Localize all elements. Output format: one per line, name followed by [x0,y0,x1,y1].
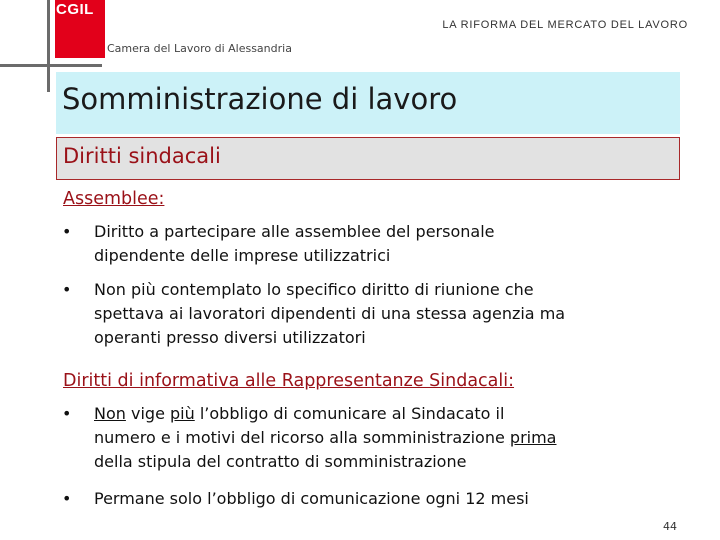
underlined-word: Non [94,404,126,423]
underlined-word: più [170,404,195,423]
section-heading-informativa: Diritti di informativa alle Rappresentanze Sindacali: [63,371,515,391]
section-heading-assemblee: Assemblee: [63,189,165,209]
bullet-icon: • [62,222,72,241]
bullet-line: operanti presso diversi utilizzatori [94,328,366,347]
header-vertical-rule [47,0,50,92]
text-run: l’obbligo di comunicare al Sindacato il [194,404,505,423]
bullet-line [94,402,682,426]
bullet-line: Non più contemplato lo specifico diritto di riunione che [94,280,534,299]
bullet-icon: • [62,404,72,423]
organization-name: Camera del Lavoro di Alessandria [107,42,292,55]
text-run: vige [125,404,170,423]
text-run: numero e i motivi del ricorso alla somministrazione [94,428,510,447]
header-horizontal-rule [0,64,102,67]
bullet-line: della stipula del contratto di somministrazione [94,452,467,471]
bullet-line: dipendente delle imprese utilizzatrici [94,246,391,265]
cgil-logo-text: CGIL [56,1,94,18]
presentation-title: LA RIFORMA DEL MERCATO DEL LAVORO [442,19,688,31]
underlined-word: prima [509,428,557,447]
bullet-assemblee-1 [62,220,682,268]
bullet-line: spettava ai lavoratori dipendenti di una stessa agenzia ma [94,304,566,323]
bullet-line [94,426,682,450]
slide-subtitle: Diritti sindacali [63,144,221,168]
bullet-informativa-2 [62,487,682,511]
bullet-line: Permane solo l’obbligo di comunicazione ogni 12 mesi [94,489,529,508]
bullet-icon: • [62,489,72,508]
bullet-assemblee-2 [62,278,682,350]
bullet-informativa-1 [62,402,682,474]
bullet-icon: • [62,280,72,299]
bullet-line: Diritto a partecipare alle assemblee del personale [94,222,495,241]
slide-title: Somministrazione di lavoro [62,82,458,116]
page-number: 44 [663,520,677,533]
